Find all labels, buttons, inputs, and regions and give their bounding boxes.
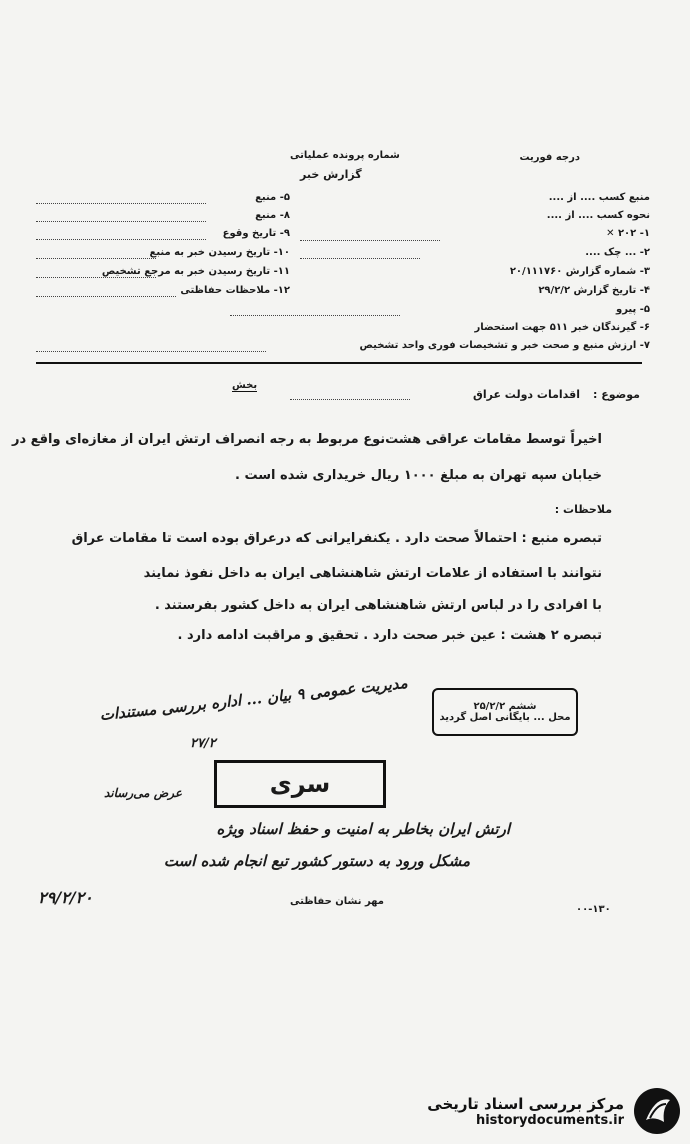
notes-line-2: نتوانند با استفاده از علامات ارتش شاهنشاهی ایران به داخل نفوذ نمایند bbox=[143, 566, 602, 581]
body-line-2: خیابان سپه تهران به مبلغ ۱۰۰۰ ریال خریداری شده است . bbox=[235, 468, 602, 483]
handwritten-note-2: ارتش ایران بخاطر به امنیت و حفظ اسناد ویژه bbox=[216, 820, 510, 838]
subject-mark: بخش bbox=[232, 380, 258, 391]
archive-stamp bbox=[432, 688, 578, 736]
archive-logo-icon bbox=[632, 1086, 682, 1136]
form-date-to-authority: ۱۱- تاریخ رسیدن خبر به مرجع تشخیص bbox=[101, 266, 290, 277]
org-name: مرکز بررسی اسناد تاریخی bbox=[427, 1094, 624, 1113]
fill-line bbox=[300, 258, 420, 259]
site-url: historydocuments.ir bbox=[475, 1112, 624, 1128]
notes-line-1: تبصره منبع : احتمالاً صحت دارد . یکنفرایرانی که درعراق بوده است تا مقامات عراق bbox=[71, 531, 602, 546]
form-date-to-source: ۱۰- تاریخ رسیدن خبر به منبع bbox=[149, 247, 290, 258]
fill-line bbox=[36, 258, 156, 259]
form-report-number: ۳- شماره گزارش ۲۰/۱۱۱۷۶۰ bbox=[509, 266, 650, 277]
subject-text: اقدامات دولت عراق bbox=[473, 388, 580, 401]
subject-label: موضوع : bbox=[593, 388, 640, 401]
notes-line-3: با افرادی را در لباس ارتش شاهنشاهی ایران به داخل کشور بفرستند . bbox=[154, 598, 602, 613]
fill-line bbox=[36, 221, 206, 222]
fill-line bbox=[230, 315, 400, 316]
document-code: ۰۰-۱۳۰ bbox=[576, 904, 611, 915]
handwritten-heading: عرض می‌رساند bbox=[104, 786, 183, 800]
handwritten-signature-1: ۲۷/۲ bbox=[190, 736, 216, 751]
header-divider bbox=[36, 362, 642, 364]
form-follow-up: ۵- پیرو bbox=[615, 304, 650, 315]
fill-line bbox=[36, 203, 206, 204]
fill-line bbox=[36, 239, 206, 240]
archive-stamp-line-2: محل ... بایگانی اصل گردید bbox=[439, 712, 571, 723]
handwritten-note-1: مدیریت عمومی ۹ بیان ... اداره بررسی مستندات bbox=[98, 673, 409, 725]
form-method-row: نحوه کسب .... از .... bbox=[546, 210, 650, 221]
form-row-2: ۲- ... چک .... bbox=[585, 247, 650, 258]
notes-line-4: تبصره ۲ هشت : عین خبر صحت دارد . تحقیق و مراقبت ادامه دارد . bbox=[177, 628, 602, 643]
security-seal-label: مهر نشان حفاظتی bbox=[290, 896, 384, 907]
form-source-row: منبع کسب .... از .... bbox=[548, 192, 650, 203]
site-watermark bbox=[400, 1082, 682, 1140]
fill-line bbox=[300, 240, 440, 241]
body-line-1: اخیراً توسط مقامات عراقی هشت‌نوع مربوط به رجه انصراف ارتش ایران از مغازه‌ای واقع در bbox=[11, 432, 602, 447]
form-evaluation: ۷- ارزش منبع و صحت خبر و تشخیصات فوری واحد تشخیص bbox=[359, 340, 650, 351]
fill-line bbox=[36, 296, 176, 297]
form-source8-left: ۸- منبع bbox=[255, 210, 290, 221]
secret-stamp: سری bbox=[214, 760, 386, 808]
fill-line bbox=[36, 277, 156, 278]
report-title: گزارش خبر bbox=[300, 168, 362, 181]
handwritten-date: ۲۹/۲/۲۰ bbox=[38, 888, 93, 907]
priority-label: درجه فوریت bbox=[519, 152, 580, 163]
form-report-date: ۴- تاریخ گزارش ۲۹/۲/۲ bbox=[538, 285, 650, 296]
form-security-notes: ۱۲- ملاحظات حفاظتی bbox=[180, 285, 290, 296]
form-recipients: ۶- گیرندگان خبر ۵۱۱ جهت استحضار bbox=[474, 322, 650, 333]
case-number-label: شماره پرونده عملیاتی bbox=[290, 150, 400, 161]
form-occurrence-date: ۹- تاریخ وقوع bbox=[222, 228, 290, 239]
fill-line bbox=[36, 351, 266, 352]
notes-heading: ملاحظات : bbox=[554, 503, 612, 516]
form-row-1: ۱- ۲۰۲ ✕ bbox=[606, 228, 650, 239]
archive-stamp-line-1: ششم ۲۵/۲/۲ bbox=[473, 701, 537, 712]
handwritten-note-3: مشکل ورود به دستور کشور تبع انجام شده است bbox=[163, 852, 470, 870]
form-source-left: ۵- منبع bbox=[255, 192, 290, 203]
fill-line bbox=[290, 399, 410, 400]
